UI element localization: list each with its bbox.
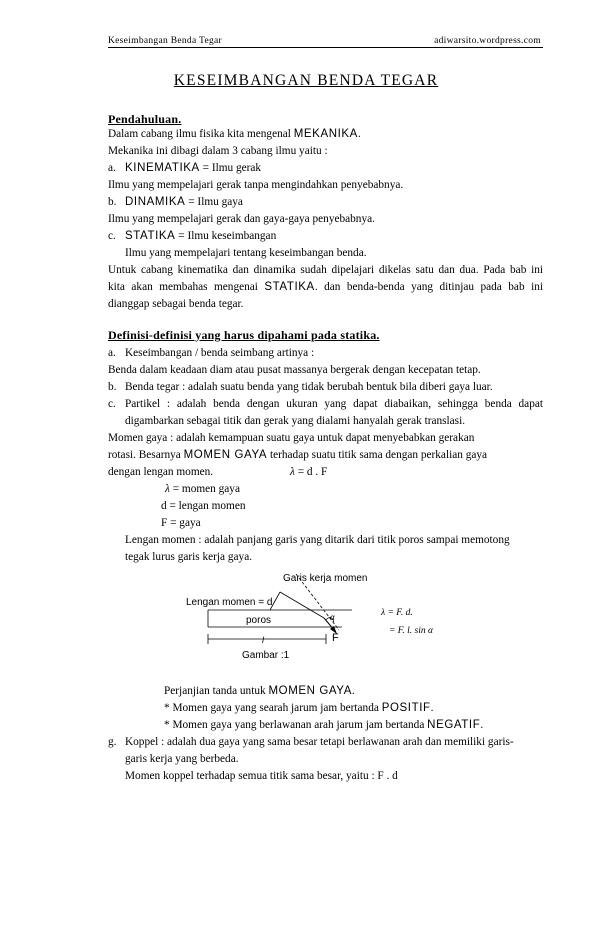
label-lengan-momen: Lengan momen = d [186, 597, 273, 608]
definition-description: digambarkan sebagai titik dan gerak yang dialami hanyalah gerak translasi. [125, 415, 466, 427]
header-left-text: Keseimbangan Benda Tegar [108, 36, 222, 46]
paragraph-line: kita akan membahas mengenai STATIKA. dan benda-benda yang ditinjau pada bab ini [108, 281, 543, 293]
definition-item-koppel: g. Koppel : adalah dua gaya yang sama besar tetapi berlawanan arah dan memiliki garis- [108, 736, 514, 748]
list-item-description: Ilmu yang mempelajari gerak tanpa mengindahkan penyebabnya. [108, 179, 404, 191]
perjanjian-item: * Momen gaya yang berlawanan arah jarum jam bertanda NEGATIF. [164, 719, 484, 731]
figure-caption: Gambar :1 [242, 650, 290, 661]
formula-line: λ = F. d. [381, 608, 413, 618]
page-title: KESEIMBANGAN BENDA TEGAR [173, 72, 439, 89]
perjanjian-title: Perjanjian tanda untuk MOMEN GAYA. [164, 685, 355, 697]
definition-description: Benda dalam keadaan diam atau pusat massanya bergerak dengan kecepatan tetap. [108, 364, 481, 376]
label-poros: poros [246, 615, 272, 626]
symbol-definition: d = lengan momen [161, 500, 246, 512]
paragraph-line: dianggap sebagai benda tegar. [108, 298, 244, 310]
formula-line: = F. l. sin α [389, 626, 433, 636]
label-F: F [332, 632, 339, 644]
definition-description: garis kerja yang berbeda. [125, 753, 239, 765]
list-item-statika: c. STATIKA = Ilmu keseimbangan [108, 230, 277, 242]
momen-gaya-line: rotasi. Besarnya MOMEN GAYA terhadap suatu titik sama dengan perkalian gaya [108, 449, 488, 461]
perjanjian-item: * Momen gaya yang searah jarum jam bertanda POSITIF. [164, 702, 434, 714]
momen-formula: λ = d . F [290, 466, 328, 478]
list-item-description: Ilmu yang mempelajari tentang keseimbangan benda. [125, 247, 367, 259]
definition-item-keseimbangan: a. Keseimbangan / benda seimbang artinya : [108, 347, 315, 359]
paragraph-line: Untuk cabang kinematika dan dinamika sudah dipelajari dikelas satu dan dua. Pada bab ini [108, 264, 543, 276]
label-garis-kerja: Garis kerja momen [283, 573, 368, 584]
list-item-dinamika: b. DINAMIKA = Ilmu gaya [108, 196, 243, 208]
lengan-momen-line: Lengan momen : adalah panjang garis yang ditarik dari titik poros sampai memotong [125, 534, 510, 546]
symbol-definition: F = gaya [161, 517, 201, 529]
momen-gaya-line: dengan lengan momen. [108, 466, 214, 478]
symbol-definition: λ = momen gaya [165, 483, 240, 495]
lengan-momen-line: tegak lurus garis kerja gaya. [125, 551, 253, 563]
intro-line: Mekanika ini dibagi dalam 3 cabang ilmu yaitu : [108, 145, 328, 157]
list-item-kinematika: a. KINEMATIKA = Ilmu gerak [108, 162, 262, 174]
intro-line: Dalam cabang ilmu fisika kita mengenal MEKANIKA. [108, 128, 361, 140]
list-item-description: Ilmu yang mempelajari gerak dan gaya-gaya penyebabnya. [108, 213, 375, 225]
section-heading-definisi: Definisi-definisi yang harus dipahami pada statika. [108, 328, 380, 342]
definition-item-partikel: c. Partikel : adalah benda dengan ukuran yang dapat diabaikan, sehingga benda dapat [108, 398, 543, 410]
page-header [108, 36, 543, 48]
definition-description: Momen koppel terhadap semua titik sama besar, yaitu : F . d [125, 770, 398, 782]
label-l: l [262, 635, 264, 645]
section-heading-pendahuluan: Pendahuluan. [108, 112, 182, 126]
momen-gaya-line: Momen gaya : adalah kemampuan suatu gaya untuk dapat menyebabkan gerakan [108, 432, 475, 444]
label-alpha: α [330, 613, 335, 622]
definition-item-benda-tegar: b. Benda tegar : adalah suatu benda yang tidak berubah bentuk bila diberi gaya luar. [108, 381, 493, 393]
arm-connector-line [280, 592, 324, 618]
moment-arm-diagram [184, 570, 484, 662]
header-right-text: adiwarsito.wordpress.com [434, 36, 541, 46]
